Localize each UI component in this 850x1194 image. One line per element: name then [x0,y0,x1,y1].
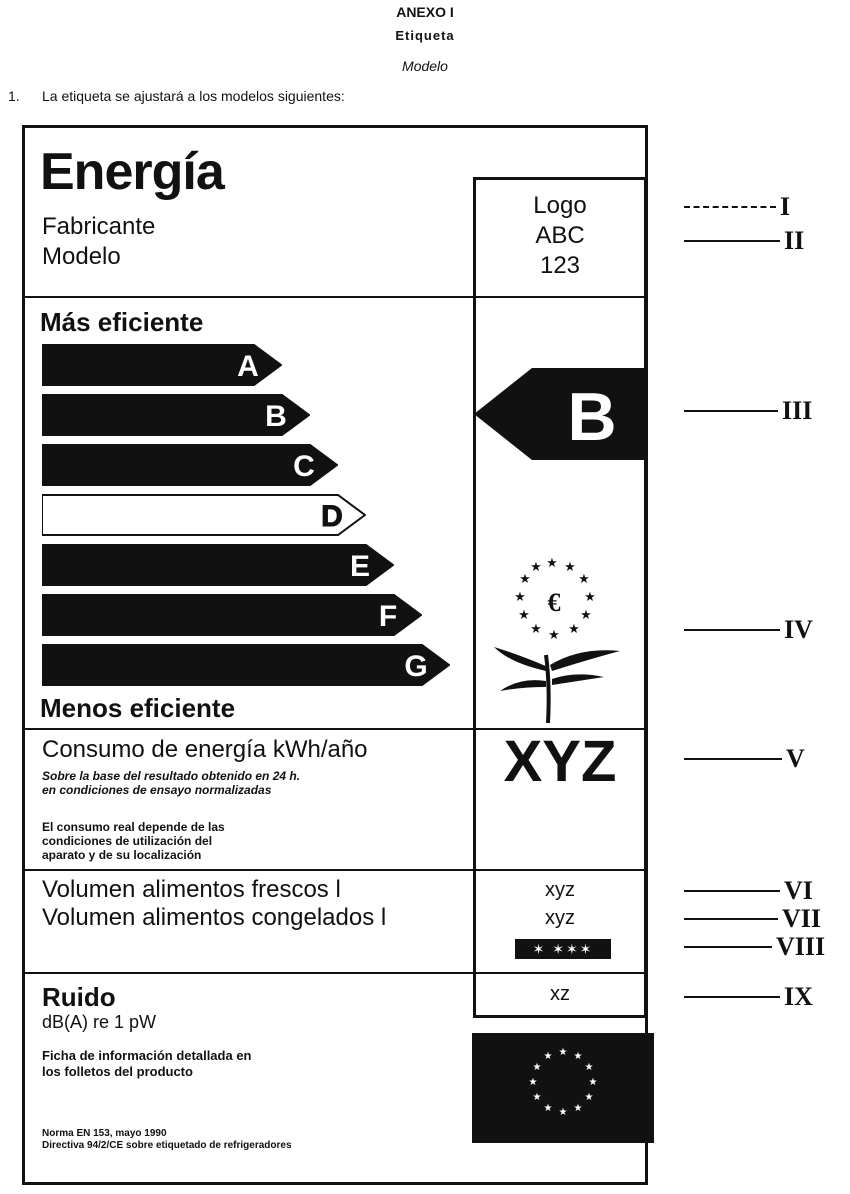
norm-note: Norma EN 153, mayo 1990 [42,1128,167,1139]
more-efficient-label: Más eficiente [40,307,204,337]
rating-letter: B [567,379,617,455]
svg-text:★: ★ [584,1062,594,1073]
svg-text:★: ★ [573,1051,583,1062]
efficiency-bar-d [42,494,366,536]
model-label: Modelo [42,243,121,270]
real-consumption-note: El consumo real depende de las [42,820,225,834]
svg-text:★: ★ [558,1047,568,1058]
marker-label: VII [782,904,822,933]
info-note: los folletos del producto [42,1064,193,1079]
logo-text: Logo [533,192,587,219]
marker-label: V [786,744,805,773]
efficiency-letter: E [349,550,371,583]
marker-label: IX [784,982,813,1011]
svg-text:★: ★ [543,1103,553,1114]
svg-text:★: ★ [584,1092,594,1103]
efficiency-letter: F [378,600,398,633]
marker-line [684,996,780,998]
label-subtitle: Etiqueta [395,28,455,43]
intro-number: 1. [8,88,20,104]
svg-text:★: ★ [564,560,576,575]
efficiency-bar-c [42,444,338,486]
fresh-volume-value: xyz [545,879,575,901]
svg-text:★: ★ [580,608,592,623]
noise-box-bottom [473,1016,647,1018]
efficiency-letter: D [321,500,343,533]
consumption-value: XYZ [503,729,617,794]
marker-line [684,946,772,948]
noise-value: xz [550,983,570,1005]
svg-text:★: ★ [532,1062,542,1073]
frozen-volume-label: Volumen alimentos congelados l [42,904,387,931]
svg-text:★: ★ [588,1077,598,1088]
consumption-label: Consumo de energía kWh/año [42,736,368,763]
efficiency-letter: A [237,350,259,383]
model-caption: Modelo [402,58,448,74]
abc-text: ABC [535,222,585,249]
efficiency-bar-a [42,344,282,386]
svg-text:★: ★ [519,572,531,587]
annex-heading: ANEXO I [396,4,454,20]
number-text: 123 [539,252,581,279]
label-title: Energía [40,143,224,201]
info-note: Ficha de información detallada en [42,1048,252,1063]
real-consumption-note: aparato y de su localización [42,848,202,862]
marker-line [684,240,780,242]
efficiency-bar-g [42,644,450,686]
basis-note: Sobre la base del resultado obtenido en 24 h. [42,769,301,783]
ecolabel-letter: € [547,588,561,617]
marker-label: VIII [776,932,826,961]
efficiency-letter: B [265,400,287,433]
rating-arrow [474,368,644,465]
marker-line [684,890,780,892]
marker-label: III [782,396,813,425]
efficiency-letter: G [404,650,428,683]
freezer-star-rating: ✶ ✶✶✶ [515,939,611,959]
marker-label: II [784,226,805,255]
svg-text:★: ★ [546,556,558,571]
real-consumption-note: condiciones de utilización del [42,834,213,848]
marker-label: IV [784,615,813,644]
manufacturer-label: Fabricante [42,213,156,240]
svg-text:★: ★ [518,608,530,623]
marker-label: I [780,192,791,221]
svg-text:★: ★ [532,1092,542,1103]
separator-line [24,972,646,974]
svg-text:★: ★ [528,1077,538,1088]
svg-text:★: ★ [568,622,580,637]
svg-text:★: ★ [558,1107,568,1118]
eu-ecolabel-flower-icon [480,555,640,730]
marker-line [684,758,782,760]
svg-text:★: ★ [584,590,596,605]
svg-text:★: ★ [548,628,560,643]
less-efficient-label: Menos eficiente [40,693,236,723]
noise-unit: dB(A) re 1 pW [42,1012,157,1032]
svg-text:★: ★ [543,1051,553,1062]
efficiency-bar-b [42,394,310,436]
marker-line [684,206,776,208]
basis-note: en condiciones de ensayo normalizadas [42,783,272,797]
svg-text:★: ★ [514,590,526,605]
separator-line [24,869,646,871]
svg-text:★: ★ [530,622,542,637]
svg-text:★: ★ [573,1103,583,1114]
marker-line [684,410,778,412]
marker-label: VI [784,876,813,905]
efficiency-bar-f [42,594,422,636]
intro-paragraph [8,88,345,104]
fresh-volume-label: Volumen alimentos frescos l [42,876,341,903]
eu-flag-icon [472,1033,654,1148]
efficiency-letter: C [293,450,315,483]
efficiency-bar-e [42,544,394,586]
directive-note: Directiva 94/2/CE sobre etiquetado de refrigeradores [42,1140,292,1151]
svg-text:★: ★ [530,560,542,575]
marker-line [684,918,778,920]
svg-text:★: ★ [578,572,590,587]
intro-text: La etiqueta se ajustará a los modelos siguientes: [42,88,345,104]
noise-label: Ruido [42,982,116,1012]
separator-line [24,296,646,298]
marker-line [684,629,780,631]
frozen-volume-value: xyz [545,907,575,929]
